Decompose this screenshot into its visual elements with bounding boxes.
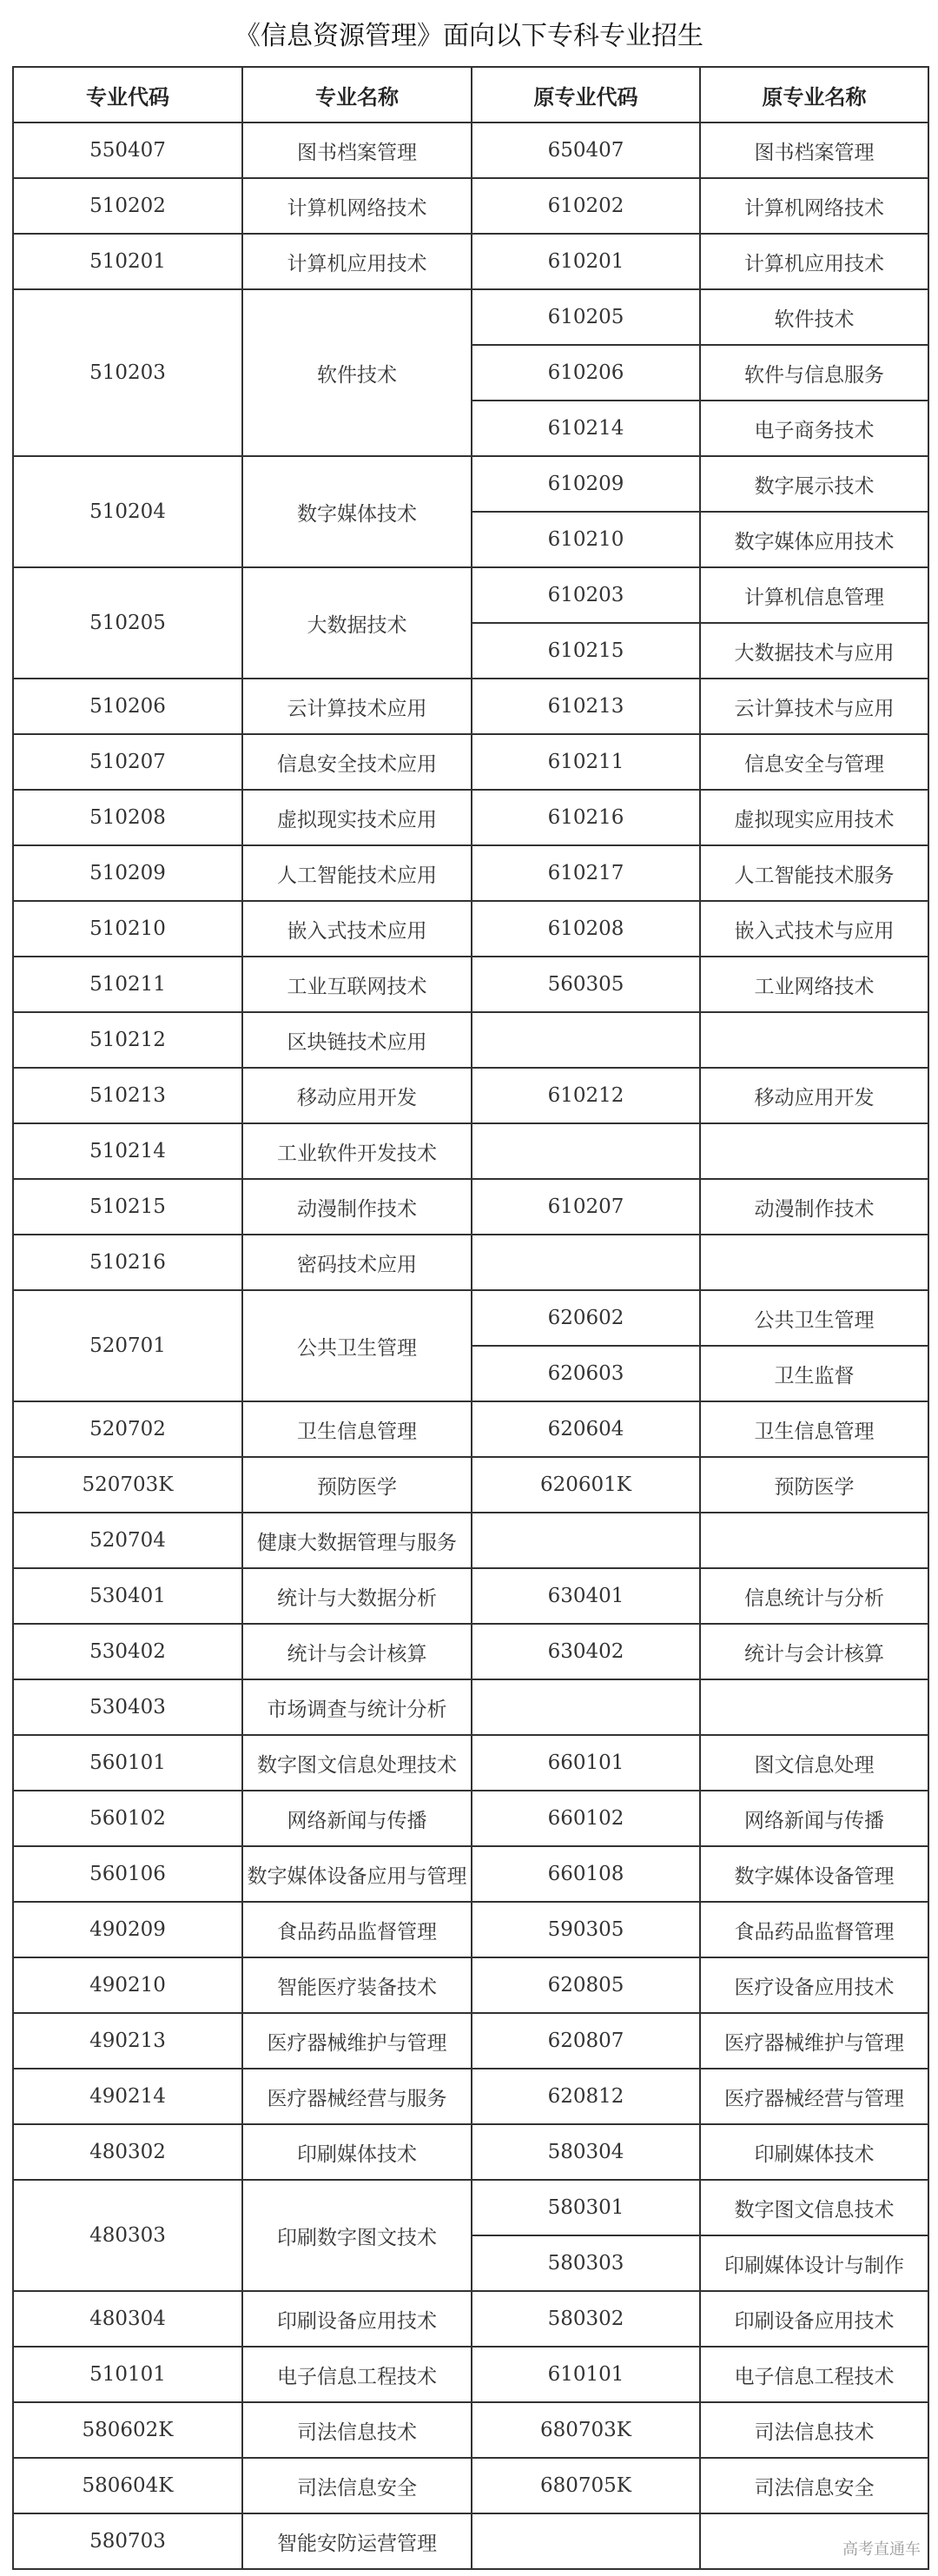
orig-code-cell — [472, 2513, 700, 2569]
orig-name-cell: 图书档案管理 — [700, 123, 928, 178]
table-row — [13, 2291, 928, 2347]
major-name-cell: 数字媒体设备应用与管理 — [242, 1846, 472, 1902]
header-orig-name: 原专业名称 — [700, 67, 928, 123]
major-code-cell: 490213 — [13, 2013, 242, 2069]
orig-code-cell: 560305 — [472, 957, 700, 1012]
orig-code-cell: 620812 — [472, 2069, 700, 2124]
major-name-cell: 密码技术应用 — [242, 1235, 472, 1290]
orig-name-cell — [700, 1235, 928, 1290]
orig-name-cell: 公共卫生管理 — [700, 1290, 928, 1346]
major-name-cell: 计算机网络技术 — [242, 178, 472, 234]
table-row — [13, 1068, 928, 1123]
header-major-name: 专业名称 — [242, 67, 472, 123]
major-code-cell: 580604K — [13, 2458, 242, 2513]
table-row — [13, 2124, 928, 2180]
major-code-cell: 520704 — [13, 1513, 242, 1568]
major-name-cell: 数字图文信息处理技术 — [242, 1735, 472, 1791]
orig-code-cell: 610208 — [472, 901, 700, 957]
orig-code-cell: 630402 — [472, 1624, 700, 1679]
table-row — [13, 1791, 928, 1846]
table-row — [13, 567, 928, 623]
orig-code-cell: 610203 — [472, 567, 700, 623]
table-row — [13, 734, 928, 790]
major-name-cell: 市场调查与统计分析 — [242, 1679, 472, 1735]
orig-name-cell: 大数据技术与应用 — [700, 623, 928, 679]
major-code-cell: 510201 — [13, 234, 242, 289]
major-code-cell: 560106 — [13, 1846, 242, 1902]
table-row — [13, 1568, 928, 1624]
major-name-cell: 司法信息技术 — [242, 2402, 472, 2458]
major-code-cell: 530402 — [13, 1624, 242, 1679]
major-name-cell: 移动应用开发 — [242, 1068, 472, 1123]
orig-name-cell: 卫生监督 — [700, 1346, 928, 1401]
orig-name-cell: 预防医学 — [700, 1457, 928, 1513]
orig-name-cell: 医疗器械维护与管理 — [700, 2013, 928, 2069]
major-code-cell: 510214 — [13, 1123, 242, 1179]
major-code-cell: 480303 — [13, 2180, 242, 2291]
table-row — [13, 2347, 928, 2402]
major-code-cell: 510210 — [13, 901, 242, 957]
orig-name-cell: 计算机应用技术 — [700, 234, 928, 289]
orig-code-cell: 620601K — [472, 1457, 700, 1513]
table-row — [13, 456, 928, 512]
major-name-cell: 人工智能技术应用 — [242, 845, 472, 901]
major-code-cell: 480302 — [13, 2124, 242, 2180]
table-row — [13, 1290, 928, 1346]
orig-name-cell: 医疗器械经营与管理 — [700, 2069, 928, 2124]
orig-name-cell — [700, 1012, 928, 1068]
major-code-cell: 510209 — [13, 845, 242, 901]
orig-name-cell: 卫生信息管理 — [700, 1401, 928, 1457]
major-name-cell: 大数据技术 — [242, 567, 472, 679]
major-name-cell: 预防医学 — [242, 1457, 472, 1513]
orig-name-cell: 计算机网络技术 — [700, 178, 928, 234]
table-row — [13, 1902, 928, 1957]
orig-name-cell: 印刷媒体技术 — [700, 2124, 928, 2180]
orig-code-cell: 590305 — [472, 1902, 700, 1957]
major-name-cell: 印刷媒体技术 — [242, 2124, 472, 2180]
table-row — [13, 1012, 928, 1068]
table-row — [13, 2180, 928, 2235]
major-code-cell: 530401 — [13, 1568, 242, 1624]
orig-code-cell: 680705K — [472, 2458, 700, 2513]
orig-code-cell: 610216 — [472, 790, 700, 845]
orig-code-cell: 610209 — [472, 456, 700, 512]
orig-code-cell: 610215 — [472, 623, 700, 679]
table-row — [13, 1235, 928, 1290]
major-name-cell: 网络新闻与传播 — [242, 1791, 472, 1846]
orig-code-cell: 620807 — [472, 2013, 700, 2069]
major-code-cell: 560101 — [13, 1735, 242, 1791]
major-name-cell: 虚拟现实技术应用 — [242, 790, 472, 845]
orig-name-cell: 医疗设备应用技术 — [700, 1957, 928, 2013]
major-name-cell: 嵌入式技术应用 — [242, 901, 472, 957]
table-row — [13, 1179, 928, 1235]
orig-code-cell: 680703K — [472, 2402, 700, 2458]
major-name-cell: 智能安防运营管理 — [242, 2513, 472, 2569]
orig-code-cell: 620602 — [472, 1290, 700, 1346]
major-table — [12, 66, 929, 2570]
orig-name-cell: 虚拟现实应用技术 — [700, 790, 928, 845]
orig-name-cell: 工业网络技术 — [700, 957, 928, 1012]
major-name-cell: 医疗器械维护与管理 — [242, 2013, 472, 2069]
table-row — [13, 234, 928, 289]
major-name-cell: 工业软件开发技术 — [242, 1123, 472, 1179]
orig-name-cell: 软件技术 — [700, 289, 928, 345]
orig-code-cell: 610213 — [472, 679, 700, 734]
table-row — [13, 1401, 928, 1457]
major-name-cell: 区块链技术应用 — [242, 1012, 472, 1068]
table-row — [13, 1513, 928, 1568]
orig-code-cell: 610217 — [472, 845, 700, 901]
orig-name-cell: 云计算技术与应用 — [700, 679, 928, 734]
orig-code-cell — [472, 1513, 700, 1568]
major-code-cell: 510211 — [13, 957, 242, 1012]
table-row — [13, 123, 928, 178]
orig-name-cell: 人工智能技术服务 — [700, 845, 928, 901]
orig-name-cell: 统计与会计核算 — [700, 1624, 928, 1679]
major-name-cell: 公共卫生管理 — [242, 1290, 472, 1401]
orig-name-cell — [700, 1123, 928, 1179]
table-row — [13, 178, 928, 234]
orig-name-cell: 印刷设备应用技术 — [700, 2291, 928, 2347]
header-major-code: 专业代码 — [13, 67, 242, 123]
table-row — [13, 1735, 928, 1791]
orig-code-cell: 580301 — [472, 2180, 700, 2235]
major-name-cell: 云计算技术应用 — [242, 679, 472, 734]
major-code-cell: 510213 — [13, 1068, 242, 1123]
orig-name-cell: 计算机信息管理 — [700, 567, 928, 623]
page-title: 《信息资源管理》面向以下专科专业招生 — [234, 21, 704, 51]
table-row — [13, 2069, 928, 2124]
table-row — [13, 679, 928, 734]
orig-code-cell: 660102 — [472, 1791, 700, 1846]
orig-code-cell: 610207 — [472, 1179, 700, 1235]
orig-name-cell: 嵌入式技术与应用 — [700, 901, 928, 957]
header-orig-code: 原专业代码 — [472, 67, 700, 123]
major-name-cell: 印刷设备应用技术 — [242, 2291, 472, 2347]
table-row — [13, 957, 928, 1012]
major-code-cell: 520702 — [13, 1401, 242, 1457]
orig-name-cell: 网络新闻与传播 — [700, 1791, 928, 1846]
orig-name-cell: 移动应用开发 — [700, 1068, 928, 1123]
major-name-cell: 动漫制作技术 — [242, 1179, 472, 1235]
major-code-cell: 580602K — [13, 2402, 242, 2458]
table-row — [13, 2458, 928, 2513]
major-code-cell: 510205 — [13, 567, 242, 679]
table-row — [13, 790, 928, 845]
orig-code-cell: 580303 — [472, 2235, 700, 2291]
major-name-cell: 医疗器械经营与服务 — [242, 2069, 472, 2124]
major-name-cell: 食品药品监督管理 — [242, 1902, 472, 1957]
major-code-cell: 490214 — [13, 2069, 242, 2124]
table-row — [13, 2513, 928, 2569]
major-name-cell: 工业互联网技术 — [242, 957, 472, 1012]
orig-code-cell: 660108 — [472, 1846, 700, 1902]
table-header-row — [13, 67, 928, 123]
orig-name-cell — [700, 1513, 928, 1568]
orig-code-cell: 620603 — [472, 1346, 700, 1401]
orig-name-cell: 电子商务技术 — [700, 401, 928, 456]
major-name-cell: 计算机应用技术 — [242, 234, 472, 289]
major-code-cell: 480304 — [13, 2291, 242, 2347]
orig-code-cell: 610214 — [472, 401, 700, 456]
major-code-cell: 490209 — [13, 1902, 242, 1957]
major-name-cell: 信息安全技术应用 — [242, 734, 472, 790]
major-name-cell: 数字媒体技术 — [242, 456, 472, 567]
major-code-cell: 510204 — [13, 456, 242, 567]
orig-name-cell: 数字媒体应用技术 — [700, 512, 928, 567]
major-code-cell: 520703K — [13, 1457, 242, 1513]
table-row — [13, 2402, 928, 2458]
major-code-cell: 550407 — [13, 123, 242, 178]
major-name-cell: 健康大数据管理与服务 — [242, 1513, 472, 1568]
major-code-cell: 510208 — [13, 790, 242, 845]
orig-code-cell — [472, 1679, 700, 1735]
major-name-cell: 智能医疗装备技术 — [242, 1957, 472, 2013]
major-name-cell: 司法信息安全 — [242, 2458, 472, 2513]
orig-code-cell — [472, 1123, 700, 1179]
major-code-cell: 490210 — [13, 1957, 242, 2013]
orig-name-cell: 食品药品监督管理 — [700, 1902, 928, 1957]
orig-code-cell: 610206 — [472, 345, 700, 401]
major-name-cell: 统计与大数据分析 — [242, 1568, 472, 1624]
orig-name-cell: 印刷媒体设计与制作 — [700, 2235, 928, 2291]
major-name-cell: 统计与会计核算 — [242, 1624, 472, 1679]
orig-code-cell: 620604 — [472, 1401, 700, 1457]
major-name-cell: 卫生信息管理 — [242, 1401, 472, 1457]
major-code-cell: 530403 — [13, 1679, 242, 1735]
orig-code-cell: 610101 — [472, 2347, 700, 2402]
major-code-cell: 560102 — [13, 1791, 242, 1846]
major-name-cell: 图书档案管理 — [242, 123, 472, 178]
table-row — [13, 2013, 928, 2069]
table-row — [13, 1123, 928, 1179]
major-name-cell: 软件技术 — [242, 289, 472, 456]
major-code-cell: 580703 — [13, 2513, 242, 2569]
table-row — [13, 289, 928, 345]
orig-name-cell: 司法信息安全 — [700, 2458, 928, 2513]
orig-code-cell: 630401 — [472, 1568, 700, 1624]
orig-code-cell: 610210 — [472, 512, 700, 567]
major-code-cell: 520701 — [13, 1290, 242, 1401]
orig-name-cell: 数字展示技术 — [700, 456, 928, 512]
table-row — [13, 1624, 928, 1679]
orig-code-cell: 610201 — [472, 234, 700, 289]
major-code-cell: 510202 — [13, 178, 242, 234]
major-code-cell: 510101 — [13, 2347, 242, 2402]
table-row — [13, 901, 928, 957]
major-name-cell: 电子信息工程技术 — [242, 2347, 472, 2402]
orig-code-cell: 610212 — [472, 1068, 700, 1123]
table-row — [13, 845, 928, 901]
orig-code-cell: 660101 — [472, 1735, 700, 1791]
major-name-cell: 印刷数字图文技术 — [242, 2180, 472, 2291]
orig-code-cell: 610211 — [472, 734, 700, 790]
orig-code-cell: 580304 — [472, 2124, 700, 2180]
major-code-cell: 510206 — [13, 679, 242, 734]
major-code-cell: 510212 — [13, 1012, 242, 1068]
orig-code-cell: 580302 — [472, 2291, 700, 2347]
orig-code-cell: 650407 — [472, 123, 700, 178]
orig-code-cell: 610202 — [472, 178, 700, 234]
orig-name-cell: 数字媒体设备管理 — [700, 1846, 928, 1902]
table-row — [13, 1457, 928, 1513]
orig-name-cell: 软件与信息服务 — [700, 345, 928, 401]
orig-code-cell: 620805 — [472, 1957, 700, 2013]
major-code-cell: 510215 — [13, 1179, 242, 1235]
orig-name-cell: 图文信息处理 — [700, 1735, 928, 1791]
orig-code-cell: 610205 — [472, 289, 700, 345]
orig-name-cell: 司法信息技术 — [700, 2402, 928, 2458]
orig-name-cell: 电子信息工程技术 — [700, 2347, 928, 2402]
orig-name-cell: 数字图文信息技术 — [700, 2180, 928, 2235]
orig-code-cell — [472, 1012, 700, 1068]
major-code-cell: 510216 — [13, 1235, 242, 1290]
orig-code-cell — [472, 1235, 700, 1290]
major-code-cell: 510203 — [13, 289, 242, 456]
watermark: 高考直通车 — [842, 2540, 921, 2559]
major-code-cell: 510207 — [13, 734, 242, 790]
table-row — [13, 1679, 928, 1735]
orig-name-cell: 信息统计与分析 — [700, 1568, 928, 1624]
table-row — [13, 1957, 928, 2013]
orig-name-cell — [700, 1679, 928, 1735]
orig-name-cell: 动漫制作技术 — [700, 1179, 928, 1235]
table-row — [13, 1846, 928, 1902]
orig-name-cell: 信息安全与管理 — [700, 734, 928, 790]
